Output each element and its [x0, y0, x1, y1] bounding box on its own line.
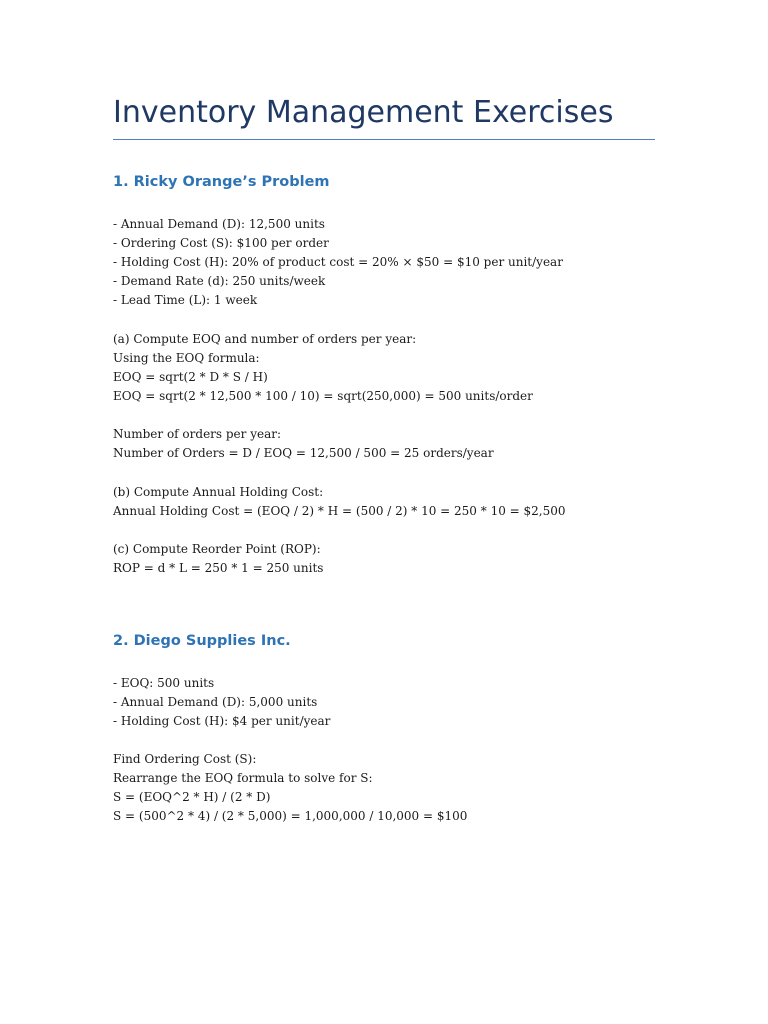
ordering-cost-calculation: S = (500^2 * 4) / (2 * 5,000) = 1,000,000 / 10,000 = $100: [113, 809, 468, 823]
diego-given-holding-cost: - Holding Cost (H): $4 per unit/year: [113, 714, 331, 728]
holding-cost-calculation: Annual Holding Cost = (EOQ / 2) * H = (500 / 2) * 10 = 250 * 10 = $2,500: [113, 504, 566, 518]
part-c-block: [113, 540, 323, 578]
rop-calculation: ROP = d * L = 250 * 1 = 250 units: [113, 561, 324, 575]
given-data-list: [113, 215, 563, 310]
part-b-block: [113, 483, 566, 521]
part-a-block: [113, 330, 533, 406]
diego-given-annual-demand: - Annual Demand (D): 5,000 units: [113, 695, 318, 709]
given-ordering-cost: - Ordering Cost (S): $100 per order: [113, 236, 329, 250]
eoq-formula: EOQ = sqrt(2 * D * S / H): [113, 370, 268, 384]
orders-block: [113, 425, 494, 463]
part-b-question: (b) Compute Annual Holding Cost:: [113, 485, 324, 499]
given-annual-demand: - Annual Demand (D): 12,500 units: [113, 217, 325, 231]
part-a-intro: Using the EOQ formula:: [113, 351, 260, 365]
given-lead-time: - Lead Time (L): 1 week: [113, 293, 258, 307]
orders-label: Number of orders per year:: [113, 427, 282, 441]
rearrange-intro: Rearrange the EOQ formula to solve for S:: [113, 771, 373, 785]
diego-solve-block: [113, 750, 467, 826]
eoq-calculation: EOQ = sqrt(2 * 12,500 * 100 / 10) = sqrt(250,000) = 500 units/order: [113, 389, 533, 403]
given-demand-rate: - Demand Rate (d): 250 units/week: [113, 274, 326, 288]
ordering-cost-formula: S = (EOQ^2 * H) / (2 * D): [113, 790, 271, 804]
document-title: Inventory Management Exercises: [113, 95, 614, 130]
section-heading-ricky-orange: 1. Ricky Orange’s Problem: [113, 174, 330, 190]
given-holding-cost: - Holding Cost (H): 20% of product cost = 20% × $50 = $10 per unit/year: [113, 255, 563, 269]
part-a-question: (a) Compute EOQ and number of orders per year:: [113, 332, 417, 346]
diego-given-eoq: - EOQ: 500 units: [113, 676, 215, 690]
orders-calculation: Number of Orders = D / EOQ = 12,500 / 500 = 25 orders/year: [113, 446, 494, 460]
part-c-question: (c) Compute Reorder Point (ROP):: [113, 542, 321, 556]
diego-given-list: [113, 674, 330, 731]
section-heading-diego-supplies: 2. Diego Supplies Inc.: [113, 633, 291, 649]
find-ordering-cost-label: Find Ordering Cost (S):: [113, 752, 257, 766]
title-underline: [113, 139, 655, 140]
